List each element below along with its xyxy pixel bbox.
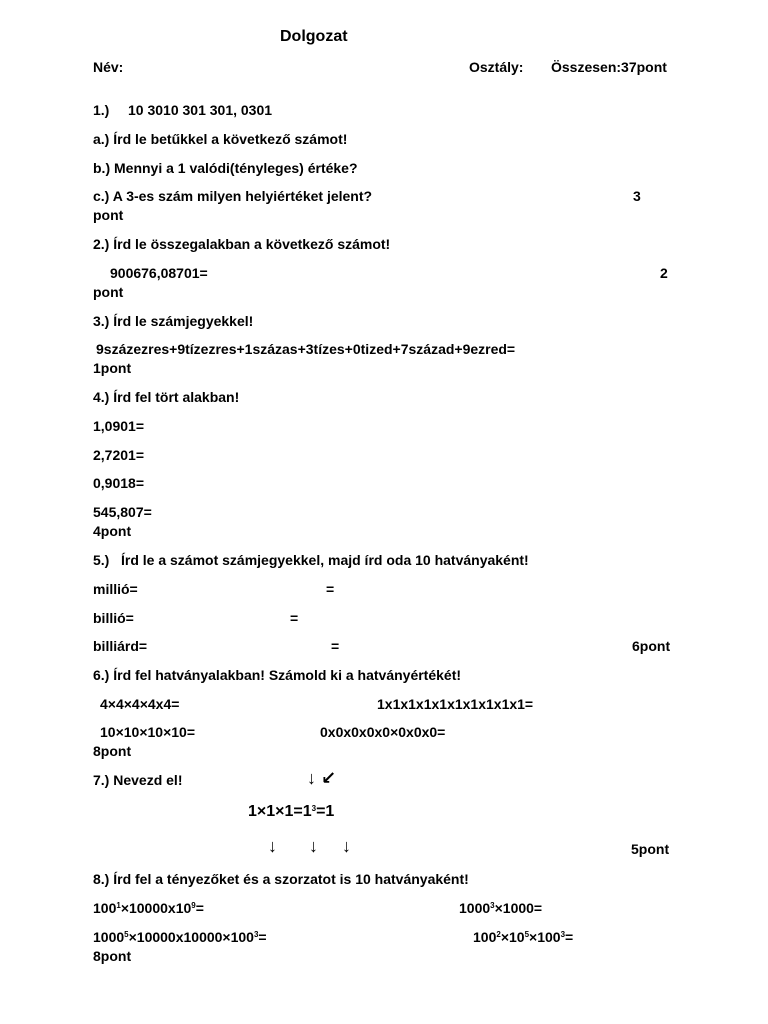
q1-label: 1.) [93, 102, 110, 118]
q1-a: a.) Írd le betűkkel a következő számot! [93, 131, 348, 147]
total-points: Összesen:37pont [551, 59, 667, 75]
class-label: Osztály: [469, 59, 524, 75]
q4-item: 2,7201= [93, 447, 144, 463]
q6-points: 8pont [93, 743, 132, 759]
q5-label: 5.) [93, 552, 110, 568]
q5-row-word: billiárd= [93, 638, 148, 654]
q5-row-word: billió= [93, 610, 134, 626]
q8-expr-4: $100^2\times 10^5\times 100^3=$ [473, 929, 574, 945]
q1-c: c.) A 3-es szám milyen helyiértéket jelent? [93, 188, 373, 204]
down-arrow-icon: ↓ [342, 836, 351, 856]
q6-expr-1: 4×4×4×4x4= [100, 696, 180, 712]
q7-expression-tail: =1 [316, 803, 335, 820]
q5-row-eq: = [331, 638, 340, 654]
q3-expression: 9százezres+9tízezres+1százas+3tízes+0tized+7század+9ezred= [96, 341, 516, 357]
q2-points-word: pont [93, 284, 124, 300]
q2-title: 2.) Írd le összegalakban a következő számot! [93, 236, 391, 252]
q5-row-word: millió= [93, 581, 138, 597]
q1-b: b.) Mennyi a 1 valódi(tényleges) értéke? [93, 160, 358, 176]
q6-title: 6.) Írd fel hatványalakban! Számold ki a hatványértékét! [93, 667, 462, 683]
q8-points: 8pont [93, 948, 132, 964]
q6-expr-3: 10×10×10×10= [100, 724, 195, 740]
q6-expr-4: 0x0x0x0x0×0x0x0= [320, 724, 446, 740]
q7-exponent: 3 [311, 804, 317, 813]
q5-row-eq: = [290, 610, 299, 626]
q8-expr-1: $100^1\times 10000x10^9=$ [93, 900, 204, 916]
q7-points: 5pont [631, 841, 670, 857]
q8-title: 8.) Írd fel a tényezőket és a szorzatot is 10 hatványaként! [93, 871, 469, 887]
q4-item: 545,807= [93, 504, 152, 520]
q4-title: 4.) Írd fel tört alakban! [93, 389, 240, 405]
q3-title: 3.) Írd le számjegyekkel! [93, 313, 254, 329]
q5-row-eq: = [326, 581, 335, 597]
q7-expression-base: 1×1×1=1 [248, 803, 312, 820]
q3-points: 1pont [93, 360, 132, 376]
q7-title: 7.) Nevezd el! [93, 772, 183, 788]
page-title: Dolgozat [280, 28, 348, 45]
name-label: Név: [93, 59, 124, 75]
q1-points-num: 3 [633, 188, 641, 204]
q7-expression [248, 803, 334, 820]
q6-expr-2: 1x1x1x1x1x1x1x1x1x1= [377, 696, 534, 712]
q2-points-num: 2 [660, 265, 668, 281]
q4-item: 1,0901= [93, 418, 144, 434]
q2-number: 900676,08701= [110, 265, 208, 281]
down-arrows-icon: ↓ ↙ [307, 768, 337, 788]
q5-points: 6pont [632, 638, 671, 654]
q8-expr-3: $1000^5\times 10000x10000\times 100^3=$ [93, 929, 267, 945]
q8-expr-2: $1000^3\times 1000=$ [459, 900, 543, 916]
q5-title: Írd le a számot számjegyekkel, majd írd oda 10 hatványaként! [121, 552, 529, 568]
down-arrow-icon: ↓ [309, 836, 318, 856]
q1-number: 10 3010 301 301, 0301 [128, 102, 273, 118]
q4-item: 0,9018= [93, 475, 144, 491]
q1-points-word: pont [93, 207, 124, 223]
q4-points: 4pont [93, 523, 132, 539]
down-arrow-icon: ↓ [268, 836, 277, 856]
